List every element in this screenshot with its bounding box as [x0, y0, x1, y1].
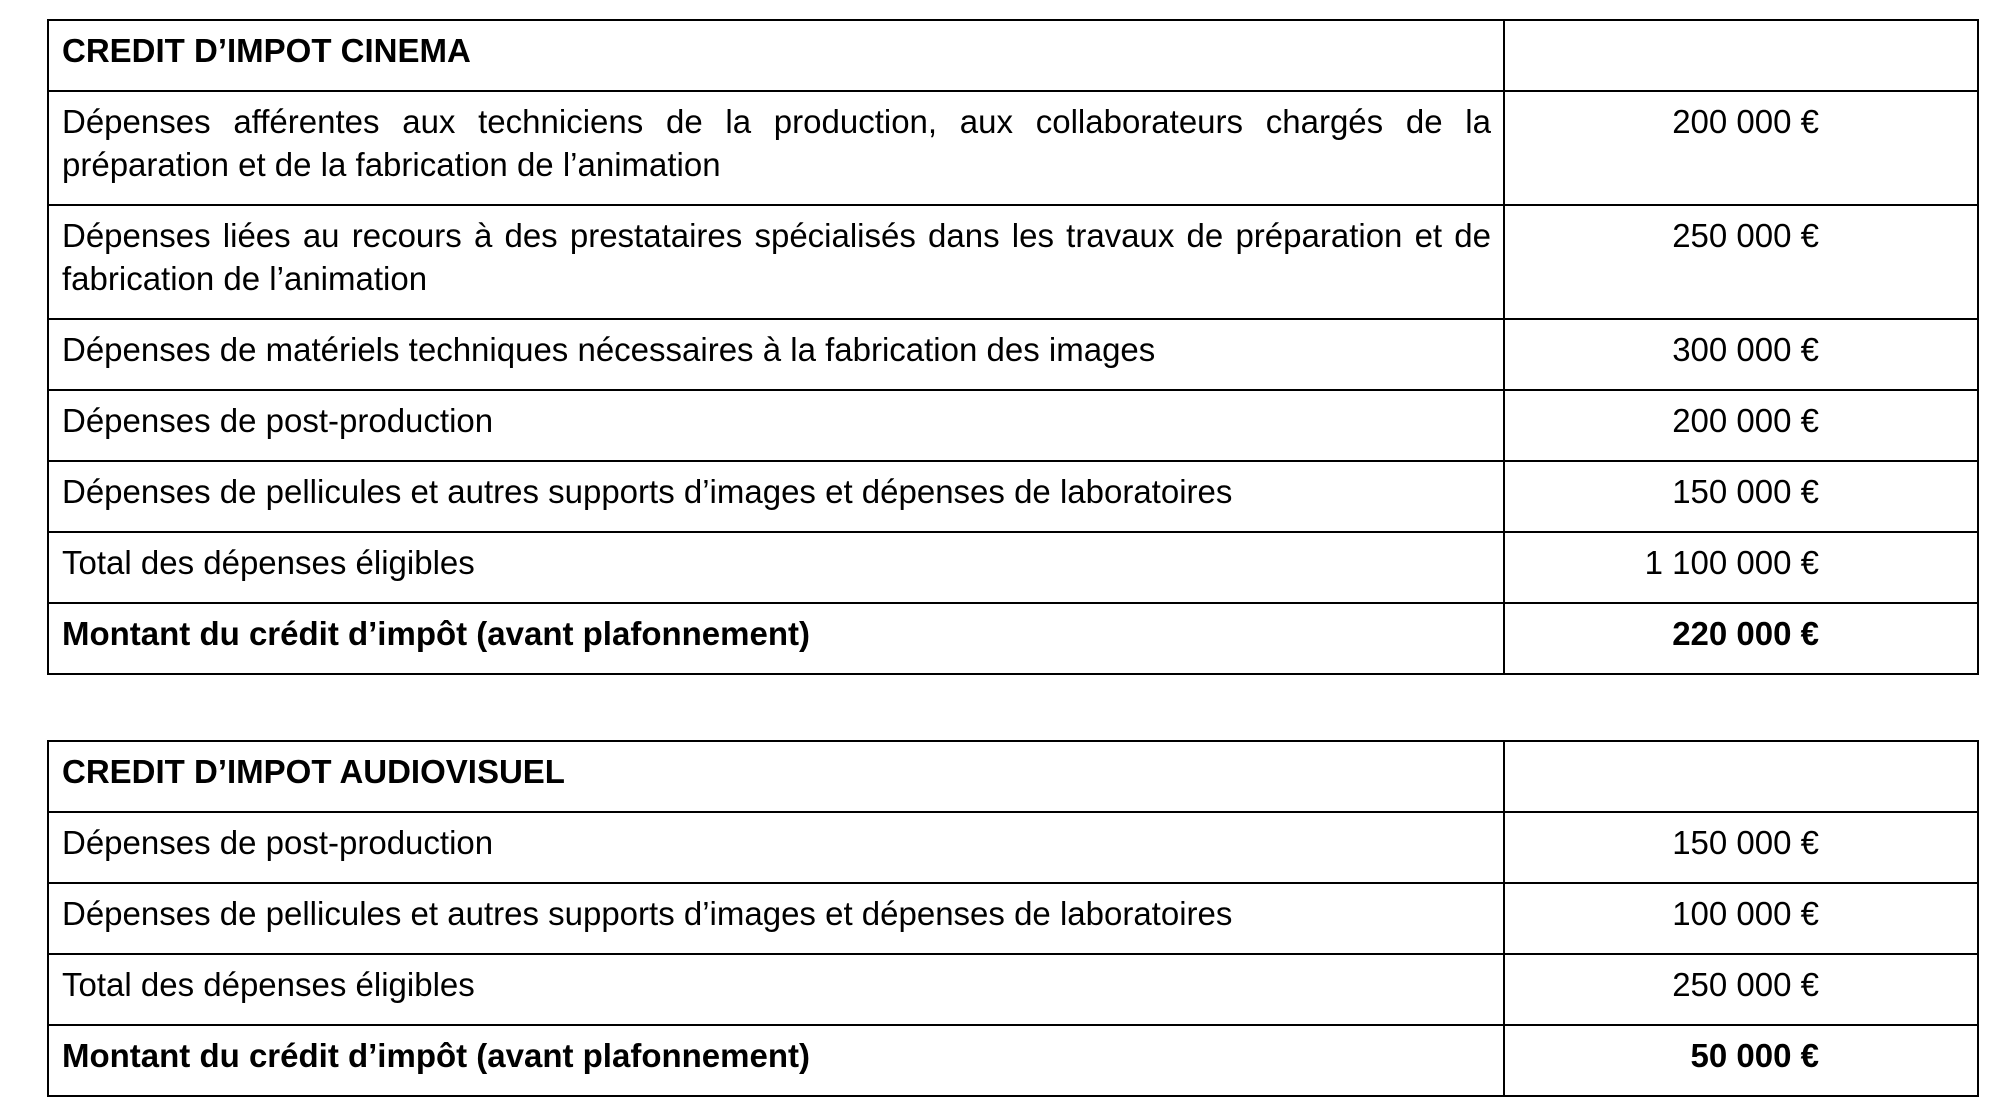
table-header-row [48, 20, 1978, 91]
table-title-amount-cell [1504, 741, 1978, 812]
row-label: Dépenses de pellicules et autres supports d’images et dépenses de laboratoires [48, 461, 1504, 532]
table-row [48, 390, 1978, 461]
table-title: CREDIT D’IMPOT AUDIOVISUEL [48, 741, 1504, 812]
row-label: Total des dépenses éligibles [48, 532, 1504, 603]
row-amount: 100 000 € [1504, 883, 1978, 954]
result-amount: 50 000 € [1504, 1025, 1978, 1096]
result-amount: 220 000 € [1504, 603, 1978, 674]
result-row [48, 1025, 1978, 1096]
table-row [48, 205, 1978, 319]
row-label: Total des dépenses éligibles [48, 954, 1504, 1025]
row-amount: 200 000 € [1504, 91, 1978, 205]
row-amount: 200 000 € [1504, 390, 1978, 461]
table-title: CREDIT D’IMPOT CINEMA [48, 20, 1504, 91]
row-amount: 150 000 € [1504, 461, 1978, 532]
row-amount: 250 000 € [1504, 954, 1978, 1025]
row-label: Dépenses de pellicules et autres supports d’images et dépenses de laboratoires [48, 883, 1504, 954]
table-row [48, 883, 1978, 954]
row-label: Dépenses liées au recours à des prestataires spécialisés dans les travaux de préparation et de fabrication de l’animation [48, 205, 1504, 319]
table-title-amount-cell [1504, 20, 1978, 91]
row-label: Dépenses afférentes aux techniciens de la production, aux collaborateurs chargés de la préparation et de la fabrication de l’animation [48, 91, 1504, 205]
table-row [48, 954, 1978, 1025]
table-row [48, 812, 1978, 883]
row-amount: 1 100 000 € [1504, 532, 1978, 603]
table-row [48, 91, 1978, 205]
result-row [48, 603, 1978, 674]
row-amount: 300 000 € [1504, 319, 1978, 390]
row-amount: 250 000 € [1504, 205, 1978, 319]
table-row [48, 532, 1978, 603]
row-label: Dépenses de post-production [48, 390, 1504, 461]
table-row [48, 319, 1978, 390]
credit-impot-cinema-table [47, 19, 1979, 675]
result-label: Montant du crédit d’impôt (avant plafonnement) [48, 603, 1504, 674]
table-row [48, 461, 1978, 532]
row-label: Dépenses de matériels techniques nécessaires à la fabrication des images [48, 319, 1504, 390]
row-label: Dépenses de post-production [48, 812, 1504, 883]
table-header-row [48, 741, 1978, 812]
credit-impot-audiovisuel-table [47, 740, 1979, 1097]
result-label: Montant du crédit d’impôt (avant plafonnement) [48, 1025, 1504, 1096]
row-amount: 150 000 € [1504, 812, 1978, 883]
